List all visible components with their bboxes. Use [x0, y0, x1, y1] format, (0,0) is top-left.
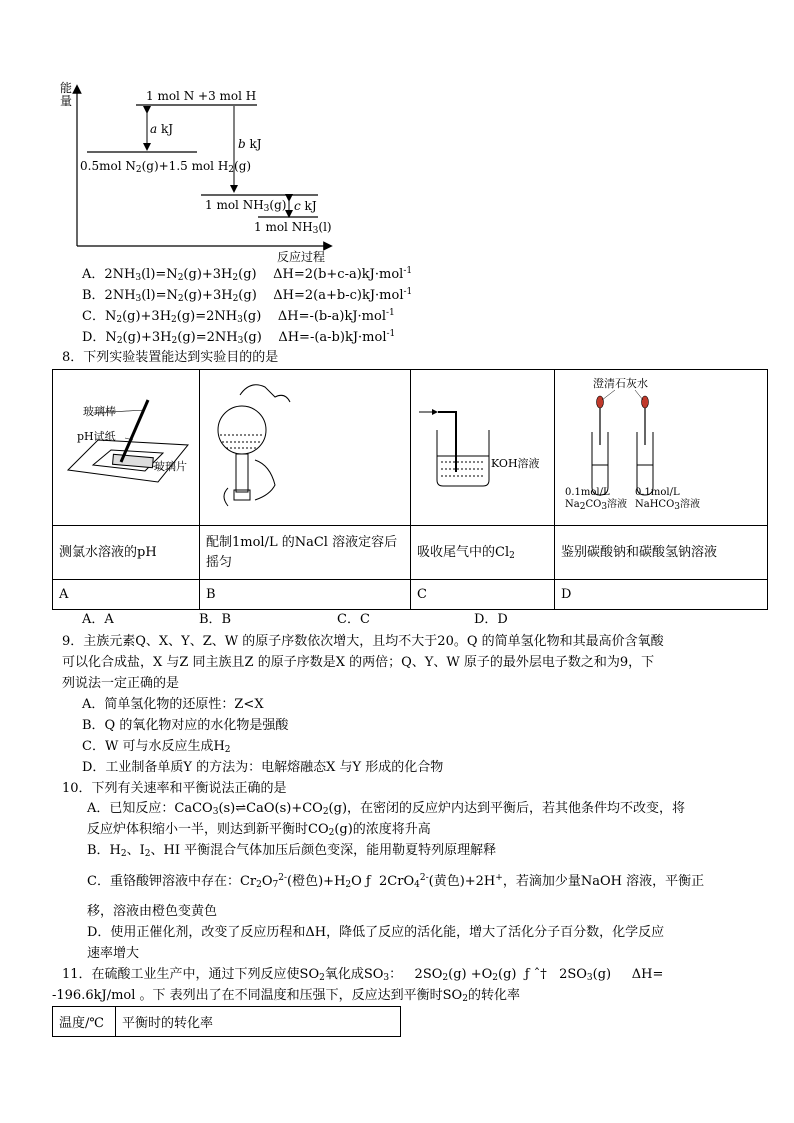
y-axis-label-2: 量 — [60, 94, 73, 108]
q7-option-a[interactable]: A．$2NH_3(l)=N_2(g)+3H_2(g)$ ΔH=2(b+c-a)kJ·mol$^{-1}$ — [82, 266, 413, 283]
q8-option-a[interactable]: A．A — [82, 612, 114, 627]
level-top-label: 1 mol N +3 mol H — [146, 89, 257, 103]
q9-stem-line2: 可以化合成盐，X 与Z 同主族且Z 的原子序数是X 的两倍；Q、Y、W 原子的最外层电子数之和为9，下 — [62, 655, 655, 670]
q8-option-b[interactable]: B．B — [199, 612, 232, 627]
ph-test-illustration — [53, 370, 199, 525]
q10-stem: 10．下列有关速率和平衡说法正确的是 — [62, 781, 287, 796]
header-temperature: 温度/℃ — [53, 1007, 116, 1037]
q9-stem-line3: 列说法一定正确的是 — [62, 676, 180, 691]
na2co3-solution-label: $Na_2CO_3$溶液 — [565, 499, 628, 512]
level-reactants-label: 0.5mol $N_2(g)+1.5$ mol $H_2(g)$ — [80, 159, 252, 175]
level-nh3-gas-label: 1 mol $NH_3(g)$ — [205, 198, 287, 214]
arrow-c-label: c kJ — [294, 199, 317, 213]
q10-option-a-line1[interactable]: A．已知反应：$CaCO_3(s)\rightleftharpoons CaO(s)+CO_2(g)$，在密闭的反应炉内达到平衡后，若其他条件均不改变，将 — [87, 801, 686, 817]
energy-diagram-graphics — [0, 0, 794, 270]
q8-option-d[interactable]: D．D — [474, 612, 508, 627]
caption-a: 测氯水溶液的pH — [53, 526, 200, 580]
q8-figure-b — [200, 370, 411, 526]
x-axis-label: 反应过程 — [277, 250, 326, 264]
q9-option-c[interactable]: C．W 可与水反应生成$H_2$ — [82, 739, 231, 755]
q11-stem-line1: 11．在硫酸工业生产中，通过下列反应使$SO_2$氧化成$SO_3$： $2SO_2(g) +O_2(g)$ ƒ ˆ† $2SO_3(g)$ ΔH= — [62, 967, 664, 983]
q8-figure-d — [555, 370, 768, 526]
gas-absorption-illustration — [411, 370, 554, 525]
q9-option-a[interactable]: A．简单氢化物的还原性：Z<X — [82, 697, 264, 712]
q9-option-b[interactable]: B．Q 的氧化物对应的水化物是强酸 — [82, 718, 289, 733]
q9-option-d[interactable]: D．工业制备单质Y 的方法为：电解熔融态X 与Y 形成的化合物 — [82, 760, 444, 775]
q8-stem: 8．下列实验装置能达到实验目的的是 — [62, 350, 279, 365]
level-nh3-liquid-label: 1 mol $NH_3(l)$ — [254, 220, 332, 236]
q7-option-b[interactable]: B．$2NH_3(l)=N_2(g)+3H_2(g)$ ΔH=2(a+b-c)kJ·mol$^{-1}$ — [82, 287, 413, 304]
volumetric-flask-illustration — [200, 370, 410, 525]
label-a: A — [53, 580, 200, 610]
q8-figure-c — [411, 370, 555, 526]
q10-option-c-line1[interactable]: C．重铬酸钾溶液中存在：$Cr_2O_7^{2-}$(橙色)$+H_2O$ ƒ 2CrO$_4^{2-}$(黄色)+2H+，若滴加少量NaOH 溶液，平衡正 — [87, 873, 705, 890]
q11-conversion-table — [52, 1006, 401, 1037]
q10-option-a-line2: 反应炉体积缩小一半，则达到新平衡时$CO_2(g)$的浓度将升高 — [87, 822, 431, 838]
q10-option-c-line2: 移，溶液由橙色变黄色 — [87, 904, 218, 919]
nahco3-solution-label: NaHCO$_3$溶液 — [635, 499, 701, 512]
q7-option-d[interactable]: D．$N_2(g)+3H_2(g)=2NH_3(g)$ ΔH=-(a-b)kJ·mol$^{-1}$ — [82, 329, 396, 346]
glass-plate-label: 玻璃片 — [154, 460, 187, 473]
q8-option-c[interactable]: C．C — [337, 612, 370, 627]
caption-b: 配制1mol/L 的NaCl 溶液定容后摇匀 — [200, 526, 411, 580]
koh-label: KOH溶液 — [491, 457, 540, 470]
caption-c: 吸收尾气中的$Cl_2$ — [411, 526, 555, 580]
q8-apparatus-table — [52, 369, 768, 610]
ph-paper-label: pH试纸 — [77, 430, 116, 443]
y-axis-label-1: 能 — [60, 81, 73, 95]
label-d: D — [555, 580, 768, 610]
q10-option-b[interactable]: B．$H_2$、$I_2$、HI 平衡混合气体加压后颜色变深，能用勒夏特列原理解释 — [87, 843, 497, 859]
arrow-a-label: a kJ — [150, 122, 174, 136]
q9-stem-line1: 9．主族元素Q、X、Y、Z、W 的原子序数依次增大，且均不大于20。Q 的简单氢化物和其最高价含氧酸 — [62, 634, 664, 649]
q10-option-d-line2: 速率增大 — [87, 946, 140, 961]
header-conversion: 平衡时的转化率 — [116, 1007, 401, 1037]
q11-stem-line2: -196.6kJ/mol 。下 表列出了在不同温度和压强下，反应达到平衡时$SO_2$的转化率 — [52, 988, 520, 1004]
nahco3-conc-label: 0.1mol/L — [635, 487, 680, 498]
na2co3-conc-label: 0.1mol/L — [565, 487, 610, 498]
label-c: C — [411, 580, 555, 610]
q8-figure-a — [53, 370, 200, 526]
caption-d: 鉴别碳酸钠和碳酸氢钠溶液 — [555, 526, 768, 580]
arrow-b-label: b kJ — [238, 137, 262, 151]
q7-option-c[interactable]: C．$N_2(g)+3H_2(g)=2NH_3(g)$ ΔH=-(b-a)kJ·mol$^{-1}$ — [82, 308, 395, 325]
label-b: B — [200, 580, 411, 610]
glass-rod-label: 玻璃棒 — [83, 405, 116, 418]
limewater-label: 澄清石灰水 — [593, 377, 648, 390]
q10-option-d-line1[interactable]: D．使用正催化剂，改变了反应历程和ΔH，降低了反应的活化能，增大了活化分子百分数，化学反应 — [87, 925, 665, 940]
